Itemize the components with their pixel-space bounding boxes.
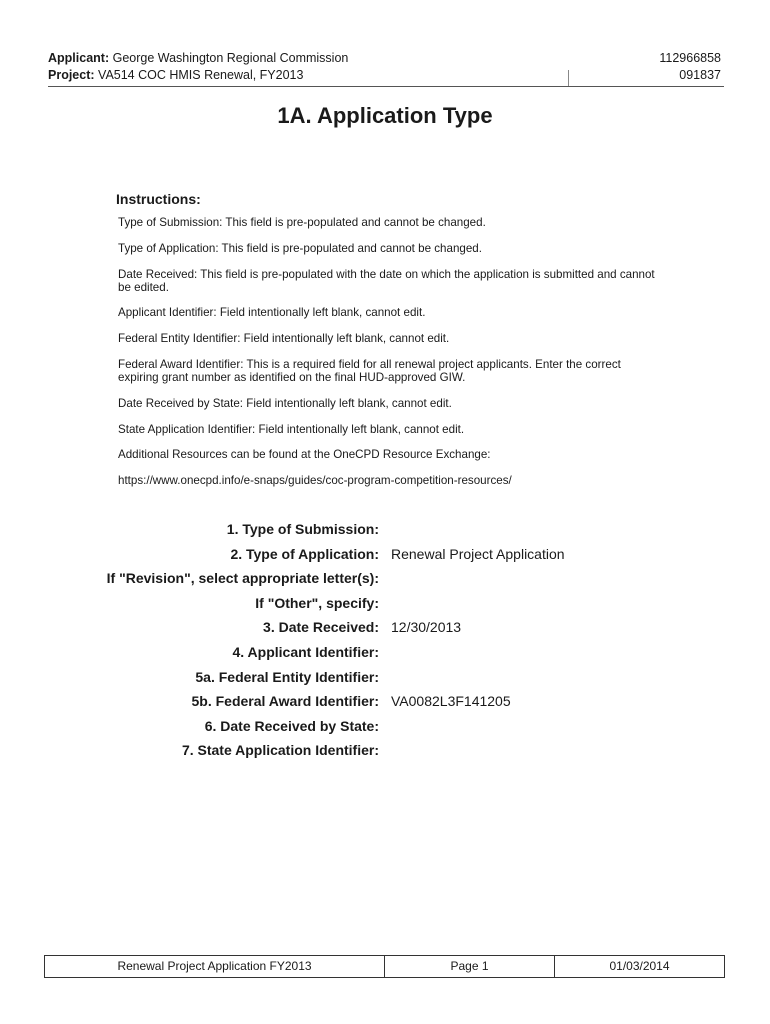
- field-value: VA0082L3F141205: [391, 693, 511, 710]
- instruction-item: [117, 332, 657, 345]
- instruction-text: Type of Application: This field is pre-populated and cannot be changed.: [118, 241, 482, 255]
- instruction-text: State Application Identifier: Field intentionally left blank, cannot edit.: [118, 422, 465, 436]
- field-value: 12/30/2013: [391, 619, 462, 636]
- instruction-text: Applicant Identifier: Field intentionally left blank, cannot edit.: [118, 306, 426, 320]
- instruction-text: Federal Award Identifier: This is a required field for all renewal project applicants. Enter the correct expiring grant number as identified on the final HUD-approved GIW.: [118, 357, 621, 384]
- field-value: Renewal Project Application: [391, 545, 565, 562]
- instruction-item: [117, 216, 657, 229]
- application-fields: [0, 517, 770, 763]
- instruction-item: [117, 242, 657, 255]
- field-label: 7. State Application Identifier:: [181, 742, 379, 759]
- instruction-text: Date Received: This field is pre-populated with the date on which the application is submitted and cannot be edited.: [118, 267, 655, 294]
- field-label: 4. Applicant Identifier:: [232, 643, 379, 660]
- project-value: VA514 COC HMIS Renewal, FY2013: [98, 68, 304, 82]
- field-federal-entity-identifier: [0, 665, 770, 690]
- field-label: 5a. Federal Entity Identifier:: [195, 668, 379, 685]
- field-other-specify: [0, 591, 770, 616]
- applicant-key: Applicant:: [48, 51, 110, 65]
- field-label: 2. Type of Application:: [230, 545, 379, 562]
- footer-date: 01/03/2014: [609, 959, 670, 973]
- instruction-item: [117, 423, 657, 436]
- project-key: Project:: [48, 68, 95, 82]
- instruction-text: Date Received by State: Field intentionally left blank, cannot edit.: [118, 396, 452, 410]
- header-divider: [568, 70, 569, 86]
- applicant-value: George Washington Regional Commission: [112, 51, 349, 65]
- field-label: If "Revision", select appropriate letter(s):: [106, 570, 379, 587]
- field-date-received-by-state: [0, 714, 770, 739]
- instruction-text: Additional Resources can be found at the OneCPD Resource Exchange:: [118, 448, 491, 462]
- page-header: [48, 50, 724, 87]
- field-federal-award-identifier: [0, 689, 770, 714]
- footer-page-number: Page 1: [385, 956, 555, 977]
- instructions-heading: Instructions:: [116, 191, 201, 207]
- instruction-item: [117, 358, 657, 384]
- page-footer: [44, 955, 725, 978]
- field-type-of-submission: [0, 517, 770, 542]
- resource-link[interactable]: [117, 474, 657, 487]
- instruction-item: [117, 397, 657, 410]
- project-id: 091837: [679, 68, 721, 82]
- field-type-of-application: [0, 542, 770, 567]
- instruction-text: Federal Entity Identifier: Field intentionally left blank, cannot edit.: [118, 332, 450, 346]
- project-row: [48, 67, 724, 84]
- field-date-received: [0, 615, 770, 640]
- instruction-item: [117, 306, 657, 319]
- field-label: 1. Type of Submission:: [226, 521, 379, 537]
- instructions-list: [117, 216, 657, 500]
- instruction-item: [117, 268, 657, 294]
- instruction-text: Type of Submission: This field is pre-populated and cannot be changed.: [118, 216, 486, 229]
- page-title: 1A. Application Type: [277, 103, 493, 128]
- field-label: If "Other", specify:: [255, 594, 379, 611]
- applicant-row: [48, 50, 724, 67]
- field-state-application-identifier: [0, 738, 770, 763]
- field-revision-letters: [0, 566, 770, 591]
- field-label: 5b. Federal Award Identifier:: [191, 693, 379, 710]
- footer-document-name: Renewal Project Application FY2013: [45, 956, 385, 977]
- resource-link-text[interactable]: https://www.onecpd.info/e-snaps/guides/coc-program-competition-resources/: [118, 474, 512, 488]
- instruction-item: [117, 448, 657, 461]
- field-label: 6. Date Received by State:: [204, 717, 379, 734]
- applicant-id: 112966858: [659, 51, 721, 65]
- field-label: 3. Date Received:: [263, 619, 379, 636]
- field-applicant-identifier: [0, 640, 770, 665]
